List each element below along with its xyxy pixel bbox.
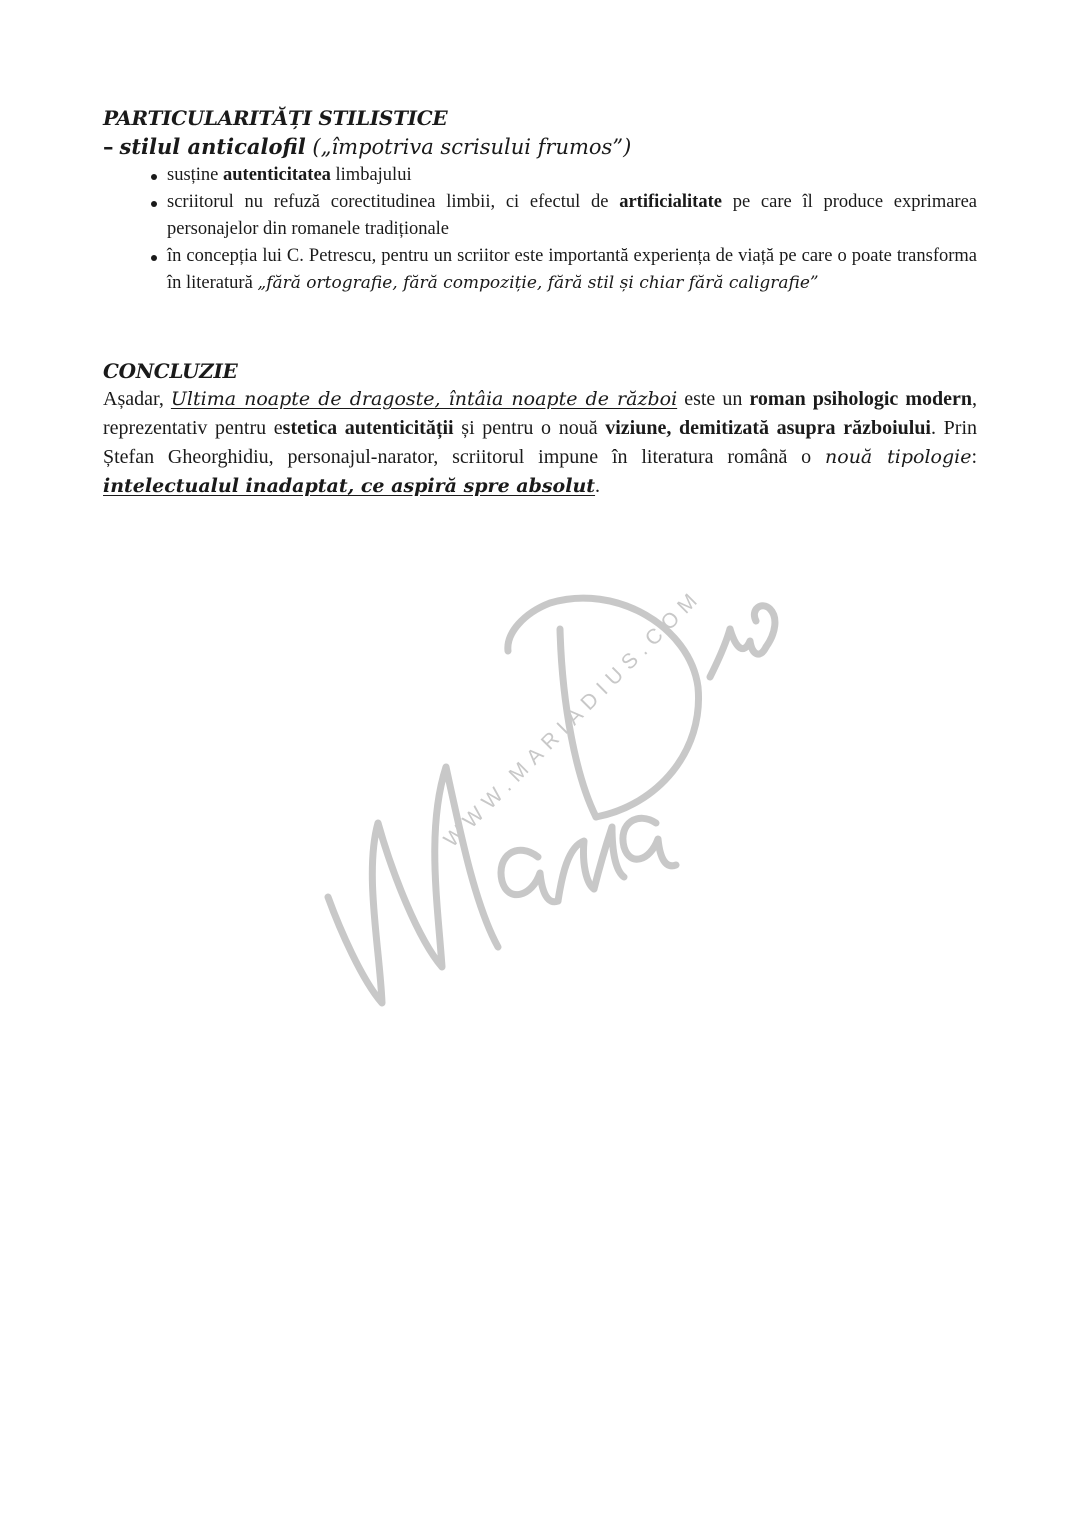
bullet-quote: „fără ortografie, fără compoziție, fără stil și chiar fără caligrafie” (257, 273, 819, 293)
conclusion-text: Așadar, (103, 388, 171, 410)
conclusion-text: este un (677, 388, 750, 410)
bullet-bold-term: artificialitate (619, 192, 722, 212)
stylistic-bullet-list (103, 162, 977, 297)
bullet-bold-term: autenticitatea (223, 165, 331, 185)
style-gloss: („împotriva scrisului frumos”) (305, 135, 632, 159)
section-title-stylistic-features: PARTICULARITĂȚI STILISTICE (103, 106, 448, 130)
conclusion-key-idea: intelectualul inadaptat, ce aspiră spre absolut (103, 475, 596, 497)
bullet-text: limbajului (330, 165, 412, 185)
dash-marker: – (103, 134, 114, 159)
conclusion-text: . (595, 475, 601, 497)
list-item (167, 189, 977, 243)
conclusion-bold-term: roman psihologic modern (749, 388, 973, 410)
conclusion-paragraph (103, 385, 977, 501)
list-item (167, 243, 977, 297)
watermark-url: WWW.MARIADIUS.COM (439, 584, 707, 852)
conclusion-italic-term: nouă tipologie (825, 446, 972, 468)
bullet-text: în concepția lui C. Petrescu, pentru un scriitor este importantă experiența de viață pe care o poate transforma în literatură (167, 246, 977, 293)
list-item (167, 162, 977, 189)
conclusion-text: și pentru o nouă (453, 417, 606, 439)
work-title: Ultima noapte de dragoste, întâia noapte de război (170, 388, 678, 410)
style-subheading (103, 132, 977, 162)
section-title-conclusion: CONCLUZIE (103, 359, 238, 383)
bullet-text: pe care îl produce exprimarea personajelor din romanele tradiționale (167, 192, 977, 239)
conclusion-bold-term: viziune, demitizată asupra războiului (605, 417, 931, 439)
conclusion-text: , reprezentativ pentru e (103, 388, 978, 439)
conclusion-text: . Prin Ștefan Gheorghidiu, personajul-narator, scriitorul impune în literatura română o (103, 417, 977, 468)
document-body (103, 104, 977, 501)
style-term: stilul anticalofil (119, 134, 306, 159)
conclusion-text: : (971, 446, 978, 468)
signature-watermark-icon (300, 555, 780, 1015)
bullet-text: scriitorul nu refuză corectitudinea limbii, ci efectul de (167, 192, 620, 212)
conclusion-bold-term: stetica autenticității (282, 417, 454, 439)
bullet-text: susține (167, 165, 224, 185)
